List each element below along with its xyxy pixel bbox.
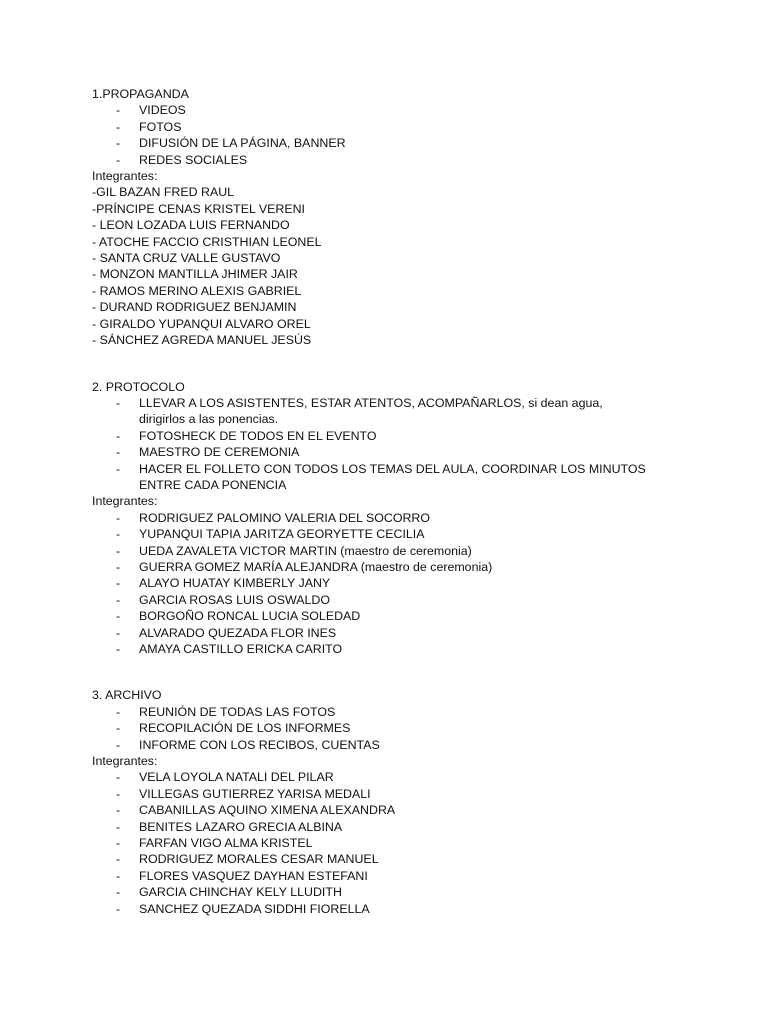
member-name: YUPANQUI TAPIA JARITZA GEORYETTE CECILIA [139,527,425,542]
task-text [139,119,692,135]
member-item: - DURAND RODRIGUEZ BENJAMIN [92,300,297,315]
task-item [92,152,692,168]
bullet-dash: - [116,428,121,443]
task-text-line: dirigirlos a las ponencias. [139,412,279,427]
task-text-line: MAESTRO DE CEREMONIA [139,445,300,460]
member-item [92,592,692,608]
member-item: - MONZON MANTILLA JHIMER JAIR [92,267,298,282]
member-name: AMAYA CASTILLO ERICKA CARITO [139,642,343,656]
bullet-dash: - [116,852,121,867]
bullet-dash: - [116,543,121,558]
task-list [92,102,692,168]
member-item [92,819,692,835]
task-list [92,704,692,753]
member-item [92,641,692,657]
section-2 [92,379,692,658]
task-text [139,428,692,444]
task-item [92,444,692,460]
task-text-line: DIFUSIÓN DE LA PÁGINA, BANNER [139,136,346,151]
section-3 [92,687,692,917]
member-name: FARFAN VIGO ALMA KRISTEL [139,836,313,851]
task-text-line: INFORME CON LOS RECIBOS, CUENTAS [139,737,380,752]
member-item [92,543,692,559]
member-item [92,608,692,624]
task-item [92,720,692,736]
bullet-dash: - [116,592,121,607]
task-text-line: FOTOSHECK DE TODOS EN EL EVENTO [139,428,377,443]
section-title: 3. ARCHIVO [92,688,162,703]
member-item [92,901,692,917]
member-item [92,769,692,785]
member-item [92,510,692,526]
members-label: Integrantes: [92,169,158,184]
document-page [92,86,692,917]
task-item [92,704,692,720]
bullet-dash: - [116,527,121,542]
task-text [139,152,692,168]
bullet-dash: - [116,819,121,834]
task-item [92,428,692,444]
task-item [92,461,692,494]
member-item [92,835,692,851]
task-text-line: REUNIÓN DE TODAS LAS FOTOS [139,704,336,719]
member-name: RODRIGUEZ PALOMINO VALERIA DEL SOCORRO [139,510,431,525]
bullet-dash: - [116,445,121,460]
section-title: 2. PROTOCOLO [92,379,185,394]
member-name: BORGOÑO RONCAL LUCIA SOLEDAD [139,609,361,624]
task-text [139,135,692,151]
member-name: VILLEGAS GUTIERREZ YARISA MEDALI [139,786,371,801]
bullet-dash: - [116,119,121,134]
task-item [92,395,692,428]
task-text-line: RECOPILACIÓN DE LOS INFORMES [139,721,351,736]
section-1 [92,86,692,349]
task-item [92,119,692,135]
task-text-line: HACER EL FOLLETO CON TODOS LOS TEMAS DEL AULA, COORDINAR LOS MINUTOS [139,461,646,476]
member-item [92,851,692,867]
bullet-dash: - [116,704,121,719]
task-text [139,395,692,428]
member-name: RODRIGUEZ MORALES CESAR MANUEL [139,852,379,867]
member-item [92,868,692,884]
member-list [92,769,692,917]
task-text [139,102,692,118]
member-name: BENITES LAZARO GRECIA ALBINA [139,819,343,834]
task-item [92,737,692,753]
member-item: - RAMOS MERINO ALEXIS GABRIEL [92,283,302,298]
bullet-dash: - [116,103,121,118]
member-name: UEDA ZAVALETA VICTOR MARTIN (maestro de ceremonia) [139,543,472,558]
bullet-dash: - [116,770,121,785]
member-item: - LEON LOZADA LUIS FERNANDO [92,218,290,233]
task-text [139,704,692,720]
member-name: GUERRA GOMEZ MARÍA ALEJANDRA (maestro de ceremonia) [139,559,493,574]
task-text [139,461,692,494]
member-name: GARCIA CHINCHAY KELY LLUDITH [139,885,342,900]
member-name: FLORES VASQUEZ DAYHAN ESTEFANI [139,868,368,883]
member-name: ALAYO HUATAY KIMBERLY JANY [139,576,331,591]
bullet-dash: - [116,868,121,883]
member-item [92,625,692,641]
task-text [139,737,692,753]
member-item [92,559,692,575]
task-text-line: REDES SOCIALES [139,152,248,167]
task-text-line: VIDEOS [139,103,186,118]
member-item: - SÁNCHEZ AGREDA MANUEL JESÚS [92,333,312,348]
bullet-dash: - [116,136,121,151]
bullet-dash: - [116,609,121,624]
task-text-line: FOTOS [139,119,182,134]
bullet-dash: - [116,786,121,801]
section-title: 1.PROPAGANDA [92,87,189,101]
member-item: - SANTA CRUZ VALLE GUSTAVO [92,251,281,266]
bullet-dash: - [116,625,121,640]
bullet-dash: - [116,901,121,916]
member-list [92,184,692,348]
task-text [139,444,692,460]
bullet-dash: - [116,885,121,900]
member-item [92,575,692,591]
bullet-dash: - [116,642,121,656]
bullet-dash: - [116,836,121,851]
task-item [92,102,692,118]
bullet-dash: - [116,803,121,818]
member-item [92,786,692,802]
task-item [92,135,692,151]
bullet-dash: - [116,461,121,476]
bullet-dash: - [116,576,121,591]
member-name: ALVARADO QUEZADA FLOR INES [139,625,337,640]
members-label: Integrantes: [92,754,158,769]
task-text-line: ENTRE CADA PONENCIA [139,477,287,492]
member-name: SANCHEZ QUEZADA SIDDHI FIORELLA [139,901,370,916]
member-item [92,802,692,818]
member-item: -GIL BAZAN FRED RAUL [92,185,235,200]
member-item [92,526,692,542]
member-item: - GIRALDO YUPANQUI ALVARO OREL [92,316,311,331]
member-list [92,510,692,658]
bullet-dash: - [116,721,121,736]
bullet-dash: - [116,152,121,167]
member-name: CABANILLAS AQUINO XIMENA ALEXANDRA [139,803,396,818]
bullet-dash: - [116,395,121,410]
member-name: VELA LOYOLA NATALI DEL PILAR [139,770,334,785]
member-item [92,884,692,900]
member-item: -PRÍNCIPE CENAS KRISTEL VERENI [92,201,305,216]
bullet-dash: - [116,510,121,525]
members-label: Integrantes: [92,494,158,509]
member-item: - ATOCHE FACCIO CRISTHIAN LEONEL [92,234,322,249]
bullet-dash: - [116,559,121,574]
task-list [92,395,692,493]
task-text-line: LLEVAR A LOS ASISTENTES, ESTAR ATENTOS, ACOMPAÑARLOS, si dean agua, [139,395,603,410]
task-text [139,720,692,736]
member-name: GARCIA ROSAS LUIS OSWALDO [139,592,330,607]
bullet-dash: - [116,737,121,752]
